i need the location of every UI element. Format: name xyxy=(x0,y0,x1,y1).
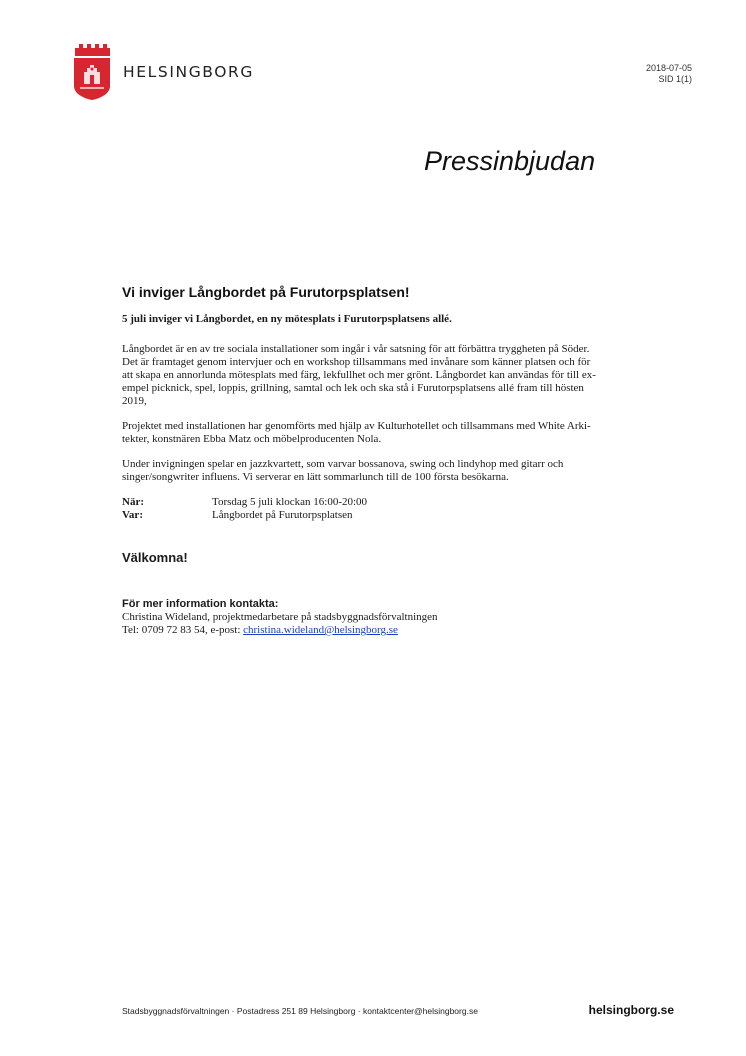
contact-phone-email xyxy=(122,624,642,637)
paragraph-line: Långbordet är en av tre sociala installationer som ingår i vår satsning för att förbättra tryggheten på Söder. xyxy=(122,343,590,355)
paragraph-3 xyxy=(122,458,642,484)
page-number: SID 1(1) xyxy=(658,74,692,84)
event-when xyxy=(122,496,642,509)
paragraph-line: empel picknick, spel, loppis, grillning, samtal och lek och ska stå i Furutorpsplatsens allé fram till hösten xyxy=(122,382,584,394)
contact-email-link[interactable]: christina.wideland@helsingborg.se xyxy=(243,624,398,636)
brand-name: HELSINGBORG xyxy=(123,63,255,81)
where-value: Långbordet på Furutorpsplatsen xyxy=(212,509,353,521)
event-where xyxy=(122,509,642,522)
document-meta xyxy=(646,63,692,85)
paragraph-line: Under invigningen spelar en jazzkvartett, som varvar bossanova, swing och lindyhop med gitarr och xyxy=(122,458,564,470)
when-value: Torsdag 5 juli klockan 16:00-20:00 xyxy=(212,496,368,508)
paragraph-1 xyxy=(122,343,642,408)
paragraph-line: singer/songwriter influens. Vi serverar en lätt sommarlunch till de 100 första besökarna. xyxy=(122,471,509,483)
when-label: När: xyxy=(122,496,144,508)
document-type-title: Pressinbjudan xyxy=(424,146,596,176)
paragraph-line: tekter, konstnären Ebba Matz och möbelproducenten Nola. xyxy=(122,433,382,445)
event-details xyxy=(122,496,642,522)
contact-name: Christina Wideland, projektmedarbetare på stadsbyggnadsförvaltningen xyxy=(122,611,438,623)
contact-block xyxy=(122,598,642,637)
article-lead: 5 juli inviger vi Långbordet, en ny mötesplats i Furutorpsplatsens allé. xyxy=(122,313,452,325)
footer-address: Stadsbyggnadsförvaltningen · Postadress 251 89 Helsingborg · kontaktcenter@helsingborg.se xyxy=(122,1006,478,1016)
contact-tel: Tel: 0709 72 83 54, e-post: xyxy=(122,624,244,636)
paragraph-line: Det är framtaget genom intervjuer och en workshop tillsammans med invånare som känner platsen och för xyxy=(122,356,591,368)
contact-heading: För mer information kontakta: xyxy=(122,598,279,610)
city-crest-icon xyxy=(74,44,110,100)
paragraph-line: Projektet med installationen har genomförts med hjälp av Kulturhotellet och tillsammans med White Arki- xyxy=(122,420,591,432)
welcome-text: Välkomna! xyxy=(122,550,188,565)
paragraph-2 xyxy=(122,420,642,446)
article-body xyxy=(122,284,642,637)
paragraph-line: att skapa en annorlunda mötesplats med färg, lekfullhet och mer grönt. Långbordet kan användas för till ex- xyxy=(122,369,596,381)
where-label: Var: xyxy=(122,509,143,521)
document-date: 2018-07-05 xyxy=(645,63,692,73)
footer-website: helsingborg.se xyxy=(588,1003,674,1017)
paragraph-line: 2019, xyxy=(122,395,147,407)
article-headline: Vi inviger Långbordet på Furutorpsplatsen! xyxy=(122,284,410,300)
